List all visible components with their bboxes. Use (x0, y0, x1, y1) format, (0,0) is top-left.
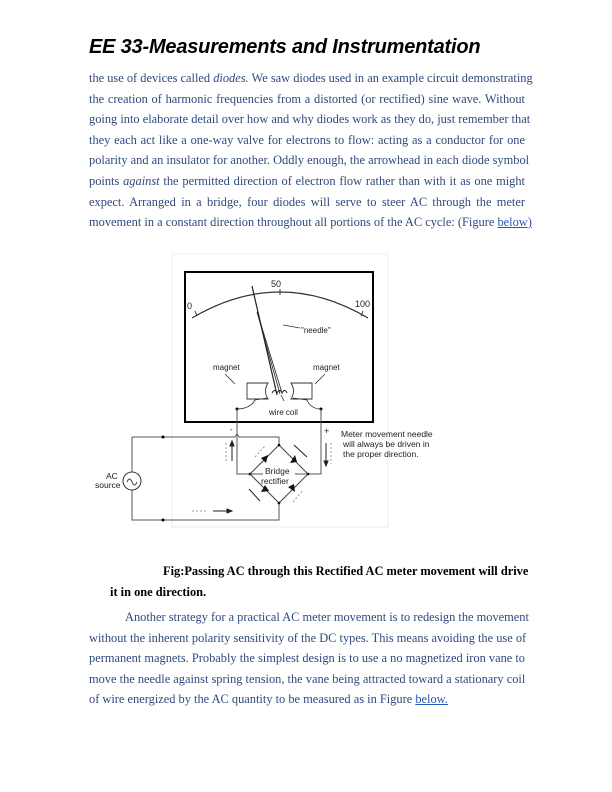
source-label-ac: AC (106, 471, 118, 481)
caption-line-2: it in one direction. (110, 585, 207, 599)
text-run: the permitted direction of electron flow rather than with it as one might (159, 173, 526, 188)
circuit-wires (132, 409, 321, 520)
paragraph-diodes (89, 68, 533, 233)
plus-label: + (324, 426, 330, 436)
source-label-source: source (95, 480, 121, 490)
scale-label-100: 100 (355, 299, 371, 309)
text-line: they each act like a one-way valve for electrons to flow: acting as a conductor for one (89, 132, 525, 147)
magnet-right (291, 383, 312, 399)
scale-label-0: 0 (187, 301, 193, 311)
figure-below-link[interactable]: below. (415, 692, 448, 707)
figure-below-link[interactable]: below) (497, 215, 532, 230)
meter-box (185, 272, 373, 422)
note-line-2: will always be driven in (343, 439, 430, 449)
bridge-node-top (278, 444, 281, 447)
meter-circuit-diagram (85, 252, 445, 552)
diode-upper-right (290, 455, 297, 463)
magnet-right-label: magnet (313, 363, 340, 372)
text-run: points (89, 173, 124, 188)
magnet-left-label: magnet (213, 363, 240, 372)
bridge-node-bottom (278, 502, 281, 505)
caption-line-1: Fig:Passing AC through this Rectified AC meter movement will drive (163, 564, 529, 578)
text-line (89, 212, 532, 233)
text-line: permanent magnets. Probably the simplest design is to use a no magnetized iron vane to (89, 651, 525, 666)
minus-label: - (230, 425, 233, 434)
page-title: EE 33-Measurements and Instrumentation (89, 36, 481, 58)
text-run: of wire energized by the AC quantity to be measured as in Figure (89, 692, 416, 707)
text-line (89, 689, 525, 710)
text-line: expect. Arranged in a bridge, four diodes will serve to steer AC through the meter (89, 194, 525, 209)
text-run: the use of devices called (89, 71, 214, 85)
coil-label: wire coil (269, 408, 298, 417)
note-line-1: Meter movement needle (341, 429, 433, 439)
text-line (89, 171, 525, 192)
rectified-meter-figure (85, 252, 445, 552)
text-line: polarity and an insulator for another. Oddly enough, the arrowhead in each diode symbol (89, 153, 530, 168)
emphasis-diodes: diodes. (213, 71, 249, 85)
scale-label-50: 50 (271, 279, 282, 289)
text-line: Another strategy for a practical AC meter movement is to redesign the movement (125, 610, 529, 624)
node-bottom (162, 519, 165, 522)
magnet-left (247, 383, 268, 399)
bridge-label-2: rectifier (261, 476, 289, 486)
needle-label: "needle" (301, 326, 331, 335)
emphasis-against: against (123, 173, 160, 188)
text-line: the creation of harmonic frequencies from a distorted (or rectified) sine wave. Without (89, 91, 525, 106)
text-run: We saw diodes used in an example circuit demonstrating (248, 71, 533, 85)
text-line: going into elaborate detail over how and why diodes work as they do, just remember that (89, 112, 531, 127)
note-line-3: the proper direction. (343, 449, 419, 459)
bridge-label-1: Bridge (265, 466, 290, 476)
text-line: without the inherent polarity sensitivity of the DC types. This means avoiding the use of (89, 630, 527, 645)
node-top (162, 436, 165, 439)
figure-caption (100, 561, 529, 603)
text-line (89, 68, 533, 89)
text-line: move the needle against spring tension, the vane being attracted toward a stationary coil (89, 671, 526, 686)
paragraph-iron-vane (89, 607, 529, 710)
text-run: movement in a constant direction throughout all portions of the AC cycle: (Figure (89, 215, 498, 230)
